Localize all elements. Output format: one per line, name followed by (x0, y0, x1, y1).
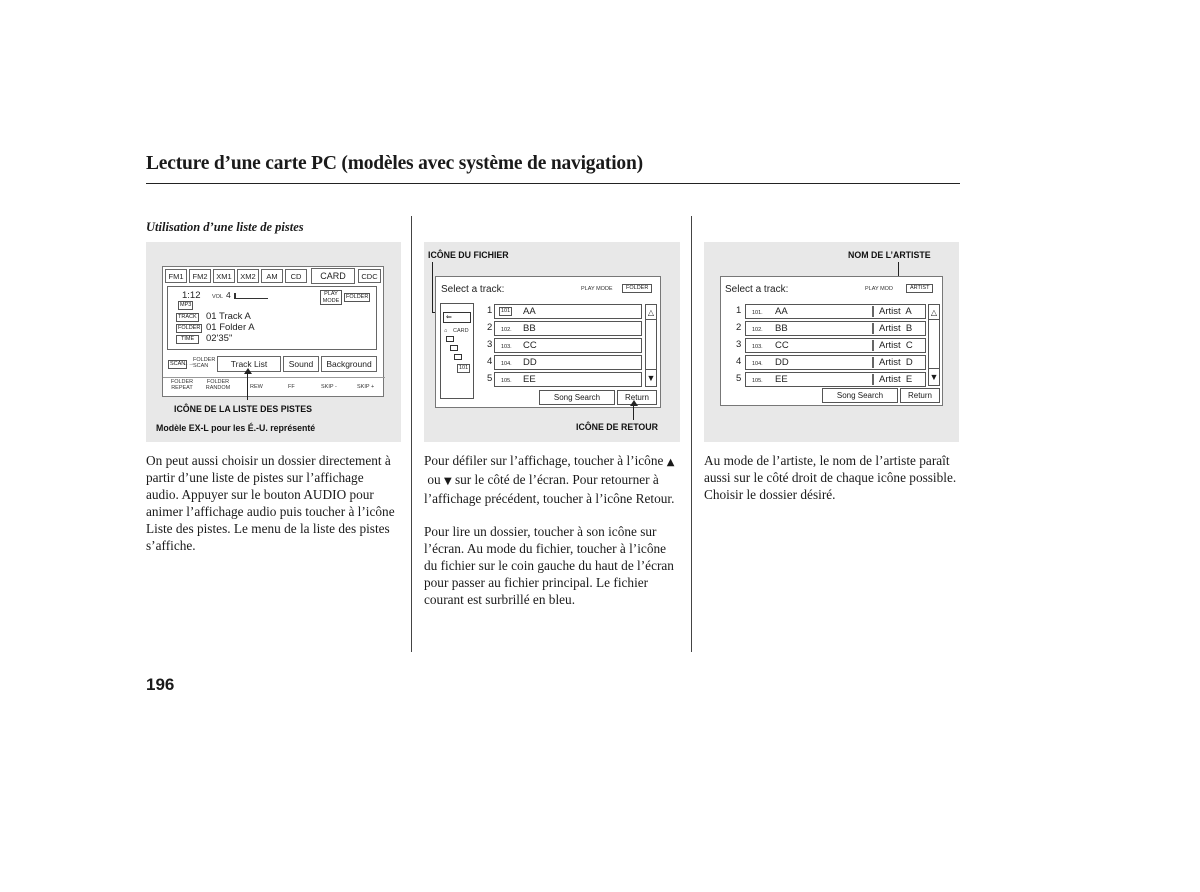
skip-plus-label: SKIP + (357, 384, 375, 390)
track-row[interactable] (745, 338, 926, 353)
track-name: CC (523, 340, 537, 351)
band-button-cdc[interactable]: CDC (358, 269, 381, 283)
track-row[interactable] (745, 355, 926, 370)
scrollbar-track[interactable] (645, 320, 657, 372)
track-row[interactable] (494, 304, 642, 319)
track-row[interactable] (494, 372, 642, 387)
model-note: Modèle EX-L pour les É.-U. représenté (156, 423, 316, 433)
mode-artist-tag: ARTIST (906, 284, 933, 293)
section-heading: Utilisation d’une liste de pistes (146, 220, 304, 234)
row-number: 2 (736, 322, 742, 333)
leader-line (633, 404, 634, 420)
folder-scan-label: FOLDER SCAN (193, 357, 216, 369)
scrollbar-track[interactable] (928, 320, 940, 372)
mp3-tag: MP3 (180, 302, 192, 308)
song-search-button[interactable]: Song Search (539, 390, 615, 405)
row-number: 1 (736, 305, 742, 316)
track-code: 104. (752, 361, 763, 367)
band-button-xm1[interactable]: XM1 (213, 269, 235, 283)
parent-folder-icon[interactable]: ⇐ (443, 312, 471, 323)
row-number: 5 (736, 373, 742, 384)
folder-repeat-label: FOLDER REPEAT (170, 379, 194, 391)
return-button[interactable]: Return (900, 388, 940, 403)
artist-name: Artist B (872, 323, 912, 334)
track-name: BB (523, 323, 536, 334)
volume-label: VOL (212, 294, 224, 300)
row-number: 3 (736, 339, 742, 350)
return-icon-label: ICÔNE DE RETOUR (576, 422, 658, 432)
return-button[interactable]: Return (617, 390, 657, 405)
column-3-text (704, 452, 960, 519)
scan-tag: SCAN (170, 361, 186, 367)
audio-display (167, 286, 377, 350)
folder-tag: FOLDER (178, 325, 201, 331)
track-code: 101. (752, 310, 763, 316)
play-mode-label: PLAY MODE (581, 286, 613, 292)
title-rule (146, 183, 960, 184)
arrow-up-icon (244, 368, 252, 374)
track-list-icon-label: ICÔNE DE LA LISTE DES PISTES (174, 404, 313, 414)
artist-name: Artist D (872, 357, 913, 368)
volume-bar (234, 293, 268, 299)
disc-time: 1:12 (182, 290, 201, 301)
track-screen-folder (435, 276, 661, 408)
band-button-xm2[interactable]: XM2 (237, 269, 259, 283)
time-tag: TIME (176, 335, 199, 344)
track-name: EE (523, 374, 536, 385)
column-divider (691, 216, 692, 652)
band-button-fm2[interactable]: FM2 (189, 269, 211, 283)
track-code: 103. (501, 344, 512, 350)
folder-tree (440, 303, 474, 399)
row-number: 1 (487, 305, 493, 316)
track-code: 102. (501, 327, 512, 333)
scroll-up-button[interactable]: △ (928, 304, 940, 320)
song-search-button[interactable]: Song Search (822, 388, 898, 403)
artist-name: Artist A (872, 306, 912, 317)
track-tag: TRACK (178, 314, 197, 320)
band-button-fm1[interactable]: FM1 (165, 269, 187, 283)
folder-random-label: FOLDER RANDOM (205, 379, 231, 391)
track-value: 01 Track A (206, 311, 251, 322)
select-track-text: Select a track: (441, 284, 505, 295)
audio-panel (162, 266, 384, 397)
track-row[interactable] (494, 338, 642, 353)
leader-line (432, 262, 433, 312)
column-1-text (146, 452, 398, 570)
track-screen-artist (720, 276, 943, 406)
select-track-text: Select a track: (725, 284, 789, 295)
scroll-down-button[interactable]: ▼ (928, 368, 940, 386)
scan-arrow-icon: ←→ (183, 361, 194, 367)
folder-101-icon[interactable]: 101 (459, 365, 469, 371)
track-row[interactable] (745, 321, 926, 336)
play-mode-tag: PLAY MODE (320, 290, 342, 305)
folder-icon (450, 345, 458, 351)
row-number: 4 (487, 356, 493, 367)
rew-label: REW (250, 384, 263, 390)
artist-name: Artist C (872, 340, 913, 351)
track-name: CC (775, 340, 789, 351)
skip-minus-label: SKIP - (321, 384, 337, 390)
track-code: 105. (752, 378, 763, 384)
track-name: AA (523, 306, 536, 317)
arrow-up-icon (630, 400, 638, 406)
row-number: 2 (487, 322, 493, 333)
time-value: 02'35" (206, 333, 233, 344)
paragraph: Pour lire un dossier, toucher à son icône sur l’écran. Au mode du fichier, toucher à l’icône du fichier sur le coin gauche du haut de l’écran pour passer au fichier principal. Le fichier courant est surbrillé en bleu. (424, 524, 674, 607)
track-code: 104. (501, 361, 512, 367)
ff-label: FF (288, 384, 295, 390)
folder-icon (454, 354, 462, 360)
paragraph: On peut aussi choisir un dossier directement à partir d’une liste de pistes sur l’affichage audio. Appuyer sur le bouton AUDIO pour animer l’affichage audio puis toucher à l’icône Liste des pistes. Le menu de la liste des pistes s’affiche. (146, 453, 395, 553)
mode-folder-tag: FOLDER (622, 284, 652, 293)
track-code: 101 (501, 308, 511, 314)
band-button-card[interactable]: CARD (311, 268, 355, 284)
paragraph-text: ou (424, 472, 444, 487)
track-row[interactable] (745, 304, 926, 319)
track-name: DD (523, 357, 537, 368)
track-name: AA (775, 306, 788, 317)
paragraph-text: sur le côté de l’écran. Pour retourner à l’affichage précédent, toucher à l’icône Retour. (424, 472, 675, 506)
file-icon-label: ICÔNE DU FICHIER (428, 250, 509, 260)
track-row[interactable] (745, 372, 926, 387)
folder-value: 01 Folder A (206, 322, 255, 333)
track-code: 102. (752, 327, 763, 333)
scroll-up-button[interactable]: △ (645, 304, 657, 320)
leader-line (247, 372, 248, 400)
band-button-cd[interactable]: CD (285, 269, 307, 283)
column-2-text (424, 452, 682, 624)
track-name: BB (775, 323, 788, 334)
track-name: EE (775, 374, 788, 385)
row-number: 5 (487, 373, 493, 384)
card-icon: ⌂ (444, 328, 448, 334)
column-divider (411, 216, 412, 652)
track-code: 105. (501, 378, 512, 384)
track-row[interactable] (494, 355, 642, 370)
artist-name-label: NOM DE L’ARTISTE (848, 250, 931, 260)
row-number: 3 (487, 339, 493, 350)
page-number: 196 (146, 675, 175, 694)
row-number: 4 (736, 356, 742, 367)
track-row[interactable] (494, 321, 642, 336)
volume-value: 4 (226, 290, 231, 300)
artist-name: Artist E (872, 374, 912, 385)
tree-card-label: CARD (453, 328, 469, 334)
track-list-tab[interactable]: Track List (217, 356, 281, 372)
background-tab[interactable]: Background (321, 356, 377, 372)
band-button-am[interactable]: AM (261, 269, 283, 283)
paragraph: Au mode de l’artiste, le nom de l’artiste paraît aussi sur le côté droit de chaque icône possible. Choisir le dossier désiré. (704, 453, 957, 502)
paragraph-text: Pour défiler sur l’affichage, toucher à l’icône (424, 453, 664, 468)
down-arrow-icon: ▼ (443, 476, 452, 487)
folder-mode-tag: FOLDER (346, 294, 369, 300)
scroll-down-button[interactable]: ▼ (645, 369, 657, 387)
track-name: DD (775, 357, 789, 368)
panel-divider (163, 377, 385, 378)
paragraph (424, 452, 682, 507)
page-title: Lecture d’une carte PC (modèles avec système de navigation) (146, 153, 643, 174)
track-code: 103. (752, 344, 763, 350)
play-mode-label: PLAY MOD (865, 286, 893, 292)
up-arrow-icon: ▲ (666, 457, 675, 468)
folder-icon (446, 336, 454, 342)
sound-tab[interactable]: Sound (283, 356, 319, 372)
